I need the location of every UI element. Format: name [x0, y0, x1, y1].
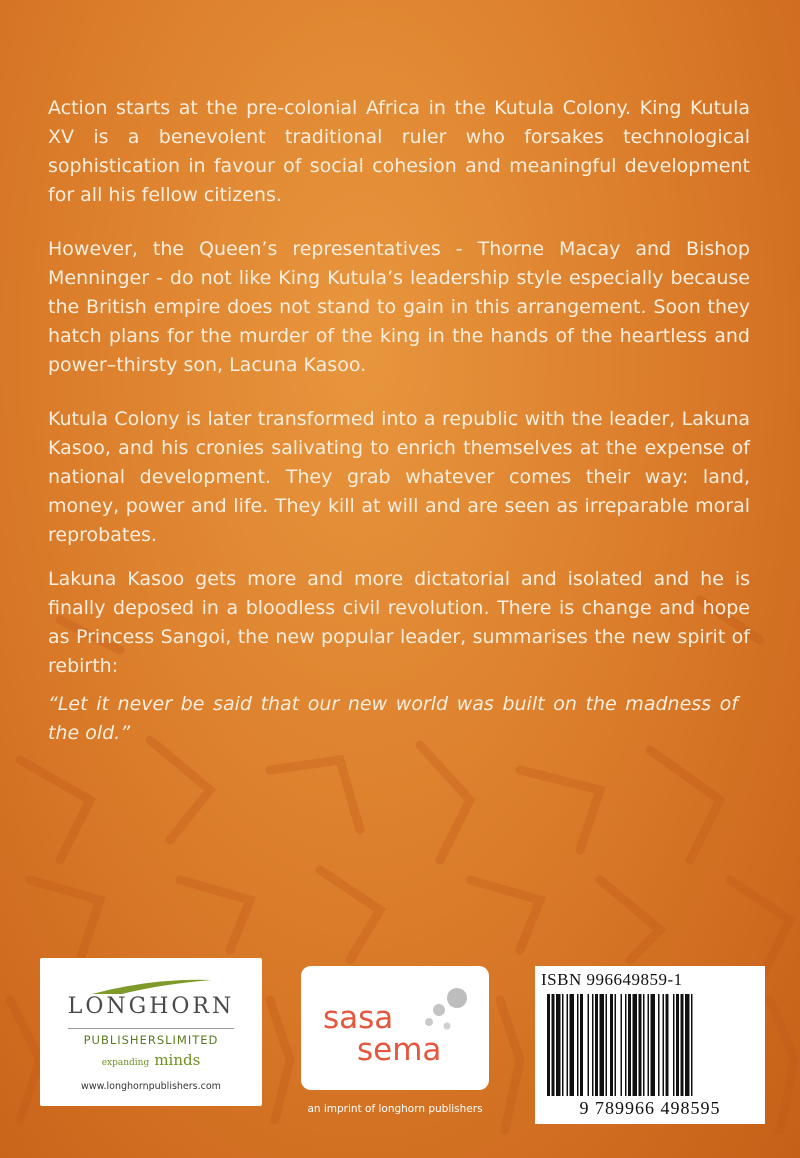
- publisher-url: www.longhornpublishers.com: [81, 1081, 221, 1092]
- swoosh-icon: [92, 976, 212, 996]
- publisher-tagline: [40, 1050, 262, 1069]
- imprint-caption: an imprint of longhorn publishers: [307, 1103, 483, 1115]
- publisher-subtitle: PUBLISHERSLIMITED: [83, 1033, 219, 1047]
- blurb-paragraph-4: Lakuna Kasoo gets more and more dictatorial and isolated and he is finally deposed in a bloodless civil revolution. There is change and hope as Princess Sangoi, the new popular leader, summarises the new spirit of rebirth:: [48, 568, 750, 677]
- isbn-barcode-box: [535, 966, 765, 1124]
- blurb-paragraph-3: Kutula Colony is later transformed into a republic with the leader, Lakuna Kasoo, and his cronies salivating to enrich themselves at the expense of national development. They grab whatever comes their way: land, money, power and life. They kill at will and are seen as irreparable moral reprobates.: [48, 408, 750, 546]
- ean-number: 9 789966 498595: [579, 1098, 721, 1118]
- sasasema-logo: [301, 966, 489, 1090]
- logo-word-sasa: sasa: [323, 1000, 394, 1036]
- logo-word-sema: sema: [357, 1032, 442, 1068]
- barcode: [547, 994, 753, 1096]
- blurb-paragraph-1: Action starts at the pre-colonial Africa in the Kutula Colony. King Kutula XV is a benevolent traditional ruler who forsakes technological sophistication in favour of social cohesion and meaningful development for all his fellow citizens.: [48, 97, 750, 206]
- divider: [68, 1028, 234, 1029]
- isbn-label: ISBN 996649859-1: [541, 970, 683, 989]
- tagline-small: expanding: [101, 1058, 150, 1068]
- longhorn-logo: [40, 958, 262, 1106]
- publisher-name: LONGHORN: [67, 994, 235, 1019]
- tagline-big: minds: [154, 1051, 201, 1069]
- closing-quote: “Let it never be said that our new world was built on the madness of the old.”: [48, 693, 738, 744]
- blurb-paragraph-2: However, the Queen’s representatives - Thorne Macay and Bishop Menninger - do not like King Kutula’s leadership style especially because the British empire does not stand to gain in this arrangement. Soon they hatch plans for the murder of the king in the hands of the heartless and power–thirsty son, Lacuna Kasoo.: [48, 238, 750, 376]
